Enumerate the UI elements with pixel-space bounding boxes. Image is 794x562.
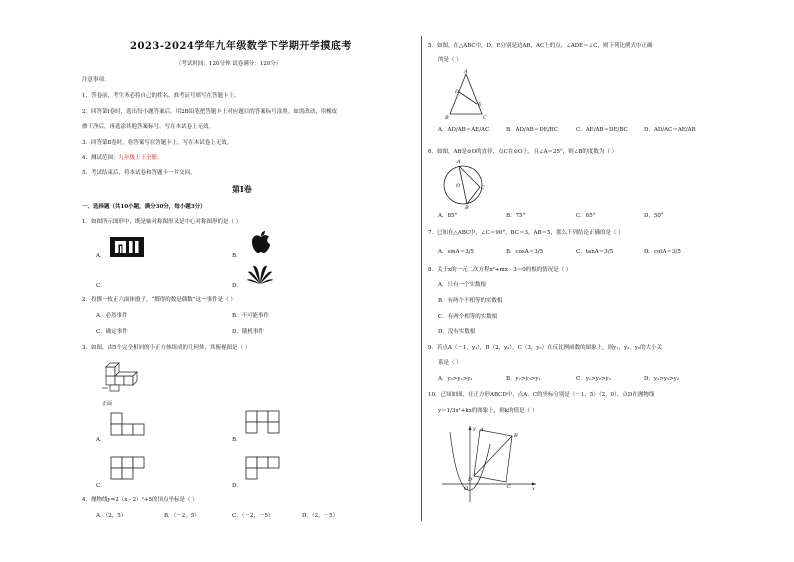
q6-option-a: A．85° — [438, 213, 458, 219]
q8-option-b: B．有两个不相等的实数根 — [438, 298, 503, 304]
q6-option-b: B．75° — [506, 213, 526, 219]
q7-option-d: D．cotA＝3/5 — [644, 249, 681, 255]
q9-option-c: C．y₁>y₂>y₃ — [576, 376, 611, 382]
q5-triangle-figure — [446, 70, 486, 120]
q4-stem: 4．抛物线y=2（x - 2）²+5的顶点坐标是（ ） — [82, 497, 198, 503]
q3-label-b: B． — [232, 437, 242, 443]
q6-option-d: D．50° — [644, 213, 664, 219]
q4-option-a: A．（2，5） — [96, 513, 127, 519]
note-2-cont: 擦干净后，再选涂其他答案标号。写在本试卷上无效。 — [82, 124, 215, 130]
q5-stem-cont: 的是（ ） — [438, 57, 462, 63]
q3-option-d-figure — [245, 456, 281, 484]
q10-stem-cont: y＝1/3x²+kx的图象上，则k的值是（ ） — [438, 408, 538, 414]
q6-label-o: O — [456, 183, 461, 189]
q3-option-c-figure — [110, 456, 146, 484]
notes-heading: 注意事项： — [82, 77, 110, 83]
mi-logo-icon — [110, 237, 144, 257]
q10-label-c: C — [507, 484, 511, 490]
q5-stem: 5．如图，在△ABC中，D，E分别是边AB，AC上的点，∠ADE＝∠C，则下列比例式中正确 — [428, 43, 653, 49]
note-3: 3．回答第Ⅱ卷时，将答案写在答题卡上。写在本试卷上无效。 — [82, 140, 233, 146]
q2-option-b: B．不可能事件 — [232, 313, 270, 319]
q3-label-a: A． — [96, 437, 106, 443]
note-1: 1．答卷前，考生务必将自己的姓名、准考证号填写在答题卡上。 — [82, 93, 240, 99]
q5-label-e: E — [478, 102, 482, 108]
q9-option-a: A．y₃>y₂>y₁ — [438, 376, 473, 382]
q3-label-d: D． — [232, 483, 242, 489]
q4-option-c: C．（－2，－5） — [232, 513, 274, 519]
q5-label-d: D — [455, 89, 460, 95]
q10-parabola-figure — [438, 424, 538, 504]
q9-stem-cont: 系是（ ） — [438, 360, 462, 366]
q2-option-a: A．必然事件 — [96, 313, 128, 319]
q8-option-d: D．没有实数根 — [438, 329, 476, 335]
q5-option-c: C．AE/AB＝DE/BC — [576, 127, 628, 133]
q2-stem: 2．投掷一枚正六面体骰子，“掷得的数是偶数”这一事件是（ ） — [82, 297, 236, 303]
q6-label-c: C — [481, 185, 485, 191]
q1-stem: 1．如图所示图形中，既是轴对称图形又是中心对称图形的是（ ） — [82, 219, 242, 225]
q7-option-c: C．tanA＝3/5 — [576, 249, 614, 255]
column-divider — [421, 36, 422, 521]
q3-option-b-figure — [245, 410, 281, 438]
q7-stem: 7．已知在△ABC中，∠C＝90°，BC＝3，AB＝5，那么下列结论正确的是（ ） — [428, 230, 624, 236]
q8-option-c: C．有两个相等的实数根 — [438, 314, 498, 320]
exam-subtitle: （考试时间：120分钟 试卷满分：120分） — [176, 61, 282, 67]
q1-label-c: C． — [96, 283, 106, 289]
q8-option-a: A．只有一个实数根 — [438, 282, 486, 288]
q3-option-a-figure — [110, 412, 146, 440]
q3-front-label: 正面 — [102, 401, 113, 407]
q6-option-c: C．65° — [576, 213, 596, 219]
q4-option-d: D．（2，－5） — [302, 513, 339, 519]
note-5: 5．考试结束后，将本试卷和答题卡一并交回。 — [82, 170, 196, 176]
q4-option-b: B．（－2，5） — [164, 513, 200, 519]
q10-label-a: A — [480, 427, 484, 433]
q6-label-a: A — [457, 159, 461, 165]
section-title: 第Ⅰ卷 — [232, 184, 252, 194]
q5-option-a: A．AD/AB＝AE/AC — [438, 127, 490, 133]
q9-option-b: B．y₂>y₃>y₁ — [506, 376, 541, 382]
q5-option-d: D．AD/AC＝AE/AB — [644, 127, 696, 133]
note-2: 2．回答第Ⅰ卷时，选出每小题答案后，用2B铅笔把答题卡上对应题目的答案标号涂黑。如需改动，用橡皮 — [82, 109, 338, 115]
test-range: 九年级上下全册。 — [118, 155, 163, 161]
q9-stem: 9．若点A（－1，y₁），B（2，y₂），C（3，y₃）在反比例函数的图象上，则y₁，y₂，y₃的大小关 — [428, 345, 663, 351]
q10-label-x: x — [532, 486, 535, 492]
q5-label-b: B — [445, 115, 449, 121]
q3-label-c: C． — [96, 483, 106, 489]
q10-stem: 10．已知如图，在正方形ABCD中，点A、C的坐标分别是（－1，5）（2，0），点D在抛物线 — [428, 392, 655, 398]
q10-label-b: B — [514, 433, 518, 439]
huawei-logo-icon — [247, 262, 273, 286]
q7-option-a: A．sinA＝3/5 — [438, 249, 474, 255]
cube-solid-figure — [100, 358, 140, 398]
exam-title: 2023-2024学年九年级数学下学期开学摸底考 — [130, 41, 352, 52]
q8-stem: 8．关于x的一元二次方程x²+mx - 3＝0的根的情况是（ ） — [428, 267, 572, 273]
q1-label-d: D． — [232, 283, 242, 289]
q5-label-c: C — [483, 115, 487, 121]
q1-label-a: A． — [96, 253, 106, 259]
apple-logo-icon — [250, 230, 272, 254]
q9-option-d: D．y₁>y₃>y₂ — [644, 376, 680, 382]
q3-stem: 3．如图，由5个完全相同的小正方体组成的几何体，其俯视图是（ ） — [82, 345, 251, 351]
q10-label-d: D — [468, 477, 473, 483]
q6-label-b: B — [465, 205, 469, 211]
q5-option-b: B．AD/AB＝DE/BC — [506, 127, 558, 133]
note-4: 4．测试范围：九年级上下全册。 — [82, 155, 163, 161]
q7-option-b: B．cosA＝3/5 — [506, 249, 544, 255]
q2-option-d: D．随机事件 — [232, 329, 264, 335]
q10-label-y: y — [473, 426, 476, 432]
q1-label-b: B． — [232, 253, 242, 259]
q6-stem: 6．如图，AB是⊙O的直径，点C在⊙O上，且∠A＝25°，则∠B的度数为（ ） — [428, 149, 618, 155]
q5-label-a: A — [464, 69, 468, 75]
part-title: 一、选择题（共10小题，满分30分，每小题3分） — [82, 204, 206, 210]
q2-option-c: C．确定事件 — [96, 329, 128, 335]
q10-label-o: O — [464, 486, 469, 492]
